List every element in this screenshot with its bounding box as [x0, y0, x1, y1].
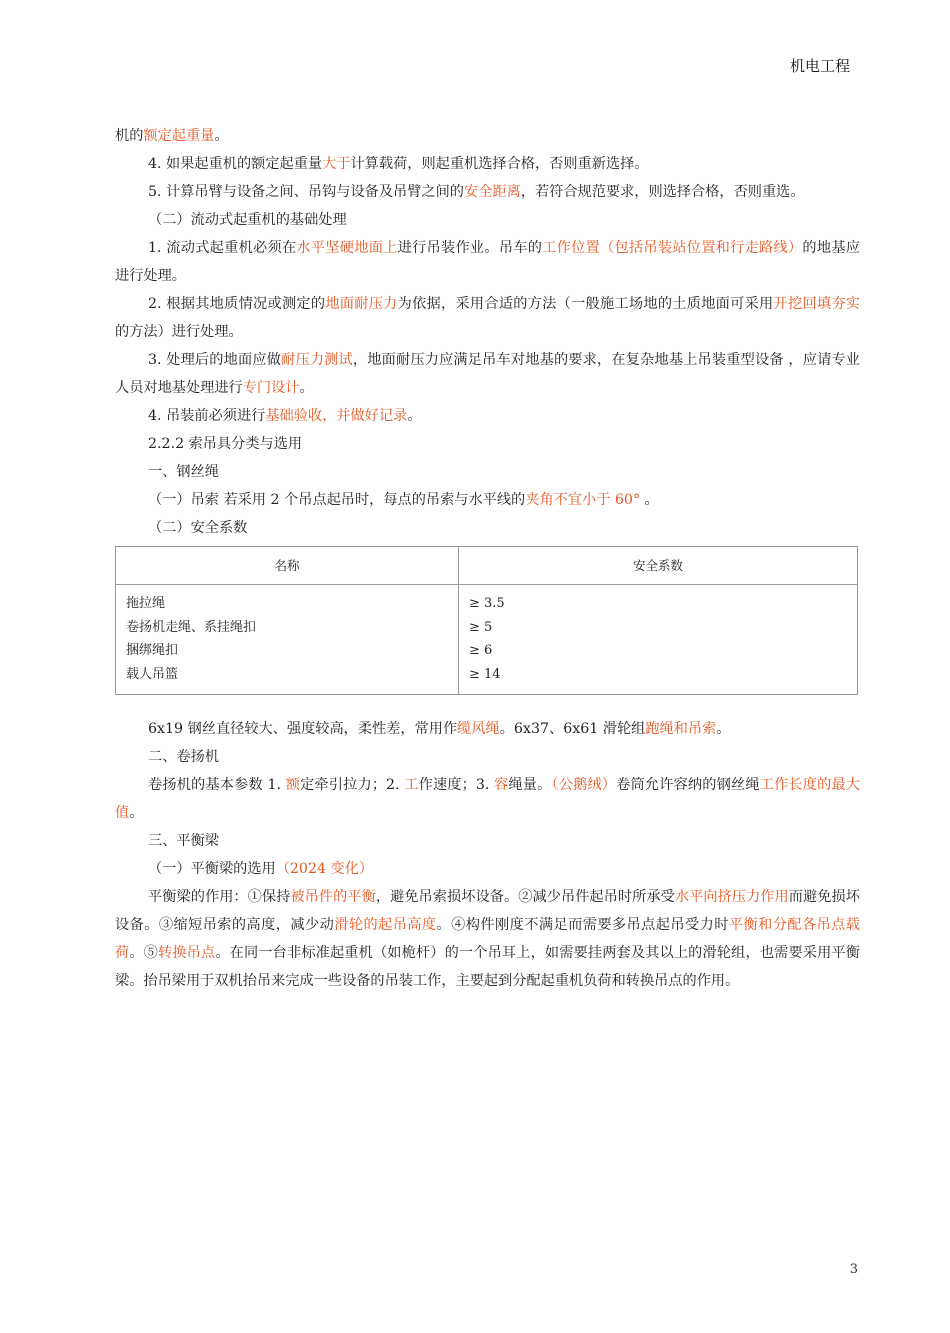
table-cell-factor: ≥ 14	[469, 666, 501, 682]
paragraph	[115, 402, 860, 430]
highlighted-text: 工	[404, 777, 419, 793]
body-text: 1. 流动式起重机必须在	[148, 240, 297, 256]
highlighted-text: 被吊件的平衡	[290, 889, 376, 905]
body-text: 平衡梁的作用：①保持	[148, 889, 291, 905]
header-title: 机电工程	[789, 57, 850, 75]
paragraph	[115, 486, 860, 514]
body-text: 。在同一台非标准起重机（如桅杆）的一个吊耳上，如需要挂两套及其以上的滑轮组，也需要采用平衡梁。抬吊梁用于双机抬吊来完成一些设备的吊装工作，主要起到分配起重机负荷和转换吊点的作用。	[115, 945, 860, 989]
paragraph	[115, 458, 860, 486]
paragraph	[115, 883, 860, 995]
body-text: 一、钢丝绳	[148, 464, 219, 480]
body-text: 4. 如果起重机的额定起重量	[148, 156, 323, 172]
table-cell-name: 载人吊篮	[126, 666, 179, 682]
table-header-name: 名称	[116, 547, 459, 585]
paragraph	[115, 234, 860, 290]
body-text: （二）安全系数	[148, 520, 248, 536]
paragraph	[115, 178, 860, 206]
paragraphs-before-table	[115, 122, 860, 542]
highlighted-text: 大于	[322, 156, 351, 172]
highlighted-text: 水平向挤压力作用	[674, 889, 789, 905]
highlighted-text: 滑轮的起吊高度	[334, 917, 437, 933]
body-text: 作速度；3.	[418, 777, 495, 793]
body-text: 。④构件刚度不满足而需要多吊点起吊受力时	[436, 917, 729, 933]
body-text: 的方法）进行处理。	[115, 324, 243, 340]
body-text: 。	[214, 128, 229, 144]
highlighted-text: 工作长度的最大值	[115, 777, 860, 821]
highlighted-text: 转换吊点	[158, 945, 216, 961]
body-text: 6x19 钢丝直径较大、强度较高，柔性差，常用作	[148, 721, 458, 737]
highlighted-text: （2024 变化）	[275, 861, 374, 877]
body-text: 3. 处理后的地面应做	[148, 352, 282, 368]
highlighted-text: 安全距离	[464, 184, 521, 200]
paragraph	[115, 346, 860, 402]
body-text: 机的	[115, 128, 144, 144]
body-text: 。6x37、6x61 滑轮组	[499, 721, 646, 737]
table-cell-factor: ≥ 5	[469, 619, 493, 635]
paragraphs-after-table	[115, 715, 860, 995]
table-name-column	[116, 585, 459, 695]
document-body	[115, 122, 860, 995]
table-header-safety-factor: 安全系数	[459, 547, 858, 585]
body-text: 的地基应进行处理。	[115, 240, 860, 284]
body-text: 而避免损坏设备。③缩短吊索的高度，减少动	[115, 889, 860, 933]
highlighted-text: 基础验收，并做好记录	[265, 408, 408, 424]
highlighted-text: 开挖回填夯实	[773, 296, 860, 312]
page-number: 3	[849, 1262, 858, 1277]
table-cell-name: 捆绑绳扣	[126, 643, 179, 658]
highlighted-text: 额定起重量	[143, 128, 215, 144]
highlighted-text: 跑绳和吊索	[645, 721, 717, 737]
table-cell-factor: ≥ 3.5	[469, 596, 505, 611]
paragraph	[115, 150, 860, 178]
body-text: 。	[640, 492, 659, 508]
paragraph	[115, 827, 860, 855]
table-header-row	[116, 547, 858, 585]
paragraph	[115, 206, 860, 234]
body-text: 进行吊装作业。吊车的	[397, 240, 543, 256]
body-text: 绳量。	[508, 777, 552, 793]
highlighted-text: 额	[285, 777, 301, 793]
body-text: 2. 根据其地质情况或测定的	[148, 296, 326, 312]
body-text: 。	[299, 380, 314, 396]
body-text: （一）吊索 若采用 2 个吊点起吊时，每点的吊索与水平线的	[148, 492, 526, 508]
highlighted-text: （公鹅绒）	[551, 777, 617, 793]
body-text: ，若符合规范要求，则选择合格，否则重选。	[520, 184, 805, 200]
highlighted-text: 耐压力测试	[281, 352, 353, 368]
body-text: 三、平衡梁	[148, 833, 219, 849]
safety-factor-table	[115, 546, 858, 695]
body-text: 。	[407, 408, 422, 424]
table-row	[116, 585, 858, 695]
paragraph	[115, 743, 860, 771]
body-text: 5. 计算吊臂与设备之间、吊钩与设备及吊臂之间的	[148, 184, 464, 200]
highlighted-text: 工作位置（包括吊装站位置和行走路线）	[542, 240, 803, 256]
body-text: （一）平衡梁的选用	[148, 861, 276, 877]
body-text: （二）流动式起重机的基础处理	[148, 212, 347, 228]
body-text: ，避免吊索损坏设备。②减少吊件起吊时所承受	[375, 889, 675, 905]
body-text: 卷扬机的基本参数 1.	[148, 777, 286, 793]
highlighted-text: 缆风绳	[457, 721, 500, 737]
highlighted-text: 专门设计	[242, 380, 300, 396]
body-text: 计算载荷，则起重机选择合格，否则重新选择。	[350, 156, 649, 172]
paragraph	[115, 771, 860, 827]
paragraph	[115, 715, 860, 743]
highlighted-text: 水平坚硬地面上	[296, 240, 398, 256]
body-text: 4. 吊装前必须进行	[148, 408, 266, 424]
paragraph	[115, 855, 860, 883]
body-text: 二、卷扬机	[148, 749, 219, 765]
body-text: 2.2.2 索吊具分类与选用	[148, 436, 303, 452]
body-text: 为依据，采用合适的方法（一般施工场地的土质地面可采用	[397, 296, 774, 312]
highlighted-text: 地面耐压力	[325, 296, 398, 312]
highlighted-text: 夹角不宜小于 60°	[525, 492, 641, 508]
body-text: 。⑤	[129, 945, 159, 961]
paragraph	[115, 514, 860, 542]
body-text: ，地面耐压力应满足吊车对地基的要求，在复杂地基上吊装重型设备 ，应请专业人员对地基处理进行	[115, 352, 860, 396]
table-cell-name: 拖拉绳	[126, 596, 166, 611]
table-factor-column	[459, 585, 858, 695]
body-text: 卷筒允许容纳的钢丝绳	[616, 777, 760, 793]
table-cell-name: 卷扬机走绳、系挂绳扣	[126, 619, 257, 635]
paragraph	[115, 290, 860, 346]
paragraph	[115, 122, 860, 150]
highlighted-text: 平衡和分配各吊点载荷	[115, 917, 860, 961]
paragraph	[115, 430, 860, 458]
body-text: 定牵引拉力；2.	[300, 777, 405, 793]
highlighted-text: 容	[494, 777, 509, 793]
table-cell-factor: ≥ 6	[469, 643, 493, 658]
body-text: 。	[129, 805, 144, 821]
body-text: 。	[716, 721, 731, 737]
